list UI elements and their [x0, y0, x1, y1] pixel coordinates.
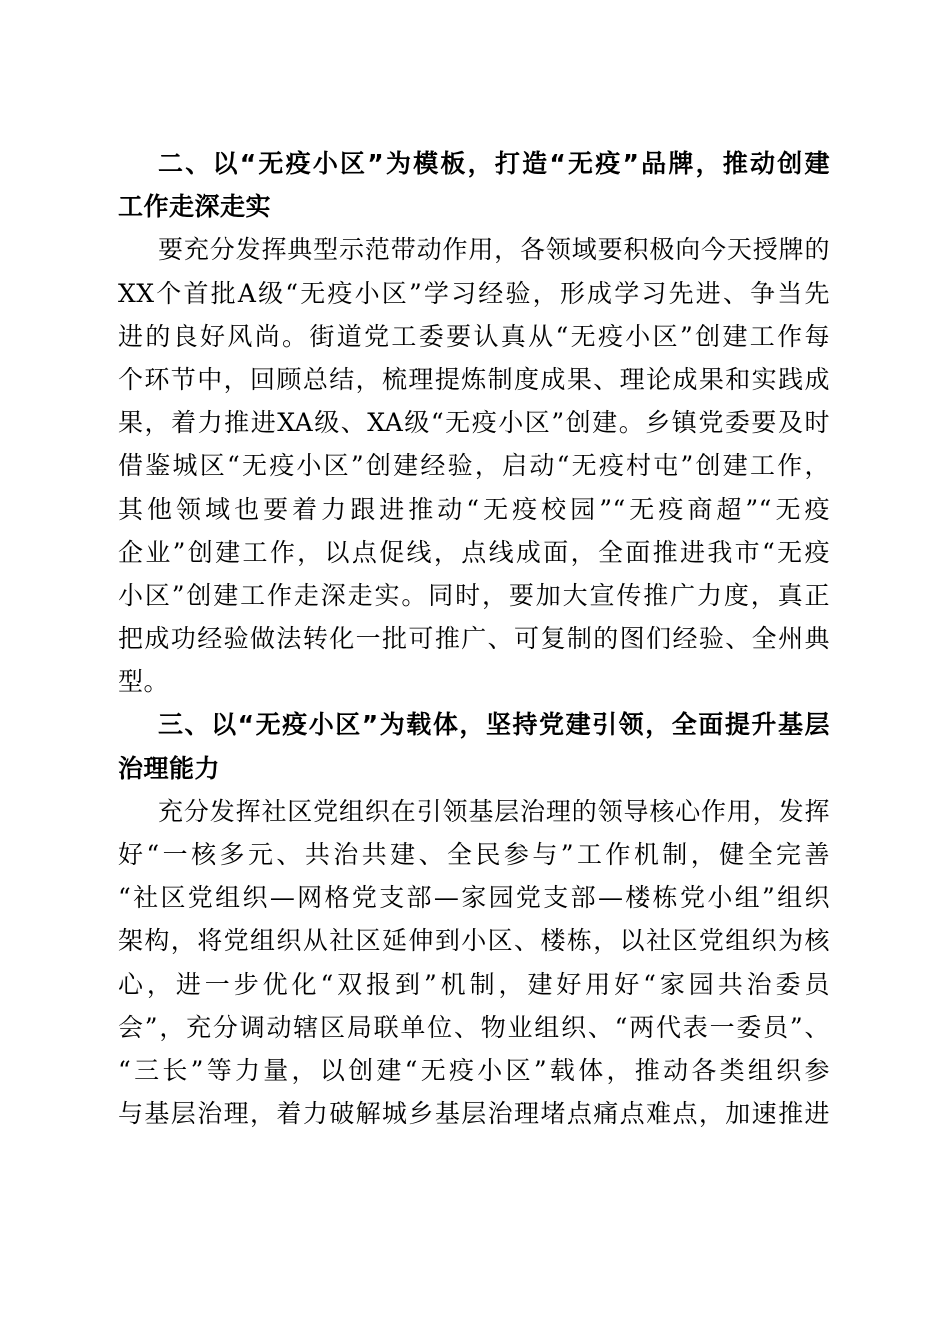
body-line: 要充分发挥典型示范带动作用，各领域要积极向今天授牌的 — [158, 235, 830, 265]
heading-line: 二、以“无疫小区”为模板，打造“无疫”品牌，推动创建 — [158, 149, 830, 178]
body-line: 心，进一步优化“双报到”机制，建好用好“家园共治委员 — [118, 969, 830, 999]
heading-line: 治理能力 — [118, 753, 221, 783]
body-line: 借鉴城区“无疫小区”创建经验，启动“无疫村屯”创建工作， — [118, 451, 830, 481]
section-3-heading — [118, 703, 830, 789]
body-line: 把成功经验做法转化一批可推广、可复制的图们经验、全州典 — [118, 624, 830, 654]
body-line: 进的良好风尚。街道党工委要认真从“无疫小区”创建工作每 — [118, 321, 830, 351]
body-line: 企业”创建工作，以点促线，点线成面，全面推进我市“无疫 — [118, 537, 830, 567]
body-line: 充分发挥社区党组织在引领基层治理的领导核心作用，发挥 — [158, 796, 830, 826]
body-line: 型。 — [118, 667, 170, 697]
body-line: 果，着力推进XA级、XA级“无疫小区”创建。乡镇党委要及时 — [118, 408, 830, 438]
section-3-body — [118, 790, 830, 1136]
heading-line: 工作走深走实 — [118, 192, 272, 222]
body-line: 其他领域也要着力跟进推动“无疫校园”“无疫商超”“无疫 — [118, 494, 830, 524]
body-line: 架构，将党组织从社区延伸到小区、楼栋，以社区党组织为核 — [118, 926, 830, 956]
section-2-heading — [118, 142, 830, 228]
body-line: “社区党组织—网格党支部—家园党支部—楼栋党小组”组织 — [118, 883, 830, 913]
body-line: 与基层治理，着力破解城乡基层治理堵点痛点难点，加速推进 — [118, 1099, 830, 1129]
body-line: 个环节中，回顾总结，梳理提炼制度成果、理论成果和实践成 — [118, 364, 830, 394]
document-page — [118, 142, 830, 1135]
heading-line: 三、以“无疫小区”为载体，坚持党建引领，全面提升基层 — [158, 710, 830, 740]
body-line: “三长”等力量，以创建“无疫小区”载体，推动各类组织参 — [118, 1055, 830, 1085]
section-2-body — [118, 228, 830, 703]
body-line: XX个首批A级“无疫小区”学习经验，形成学习先进、争当先 — [118, 278, 830, 308]
body-line: 小区”创建工作走深走实。同时，要加大宣传推广力度，真正 — [118, 580, 830, 610]
body-line: 好“一核多元、共治共建、全民参与”工作机制，健全完善 — [118, 840, 830, 869]
body-line: 会”，充分调动辖区局联单位、物业组织、“两代表一委员”、 — [118, 1012, 830, 1042]
